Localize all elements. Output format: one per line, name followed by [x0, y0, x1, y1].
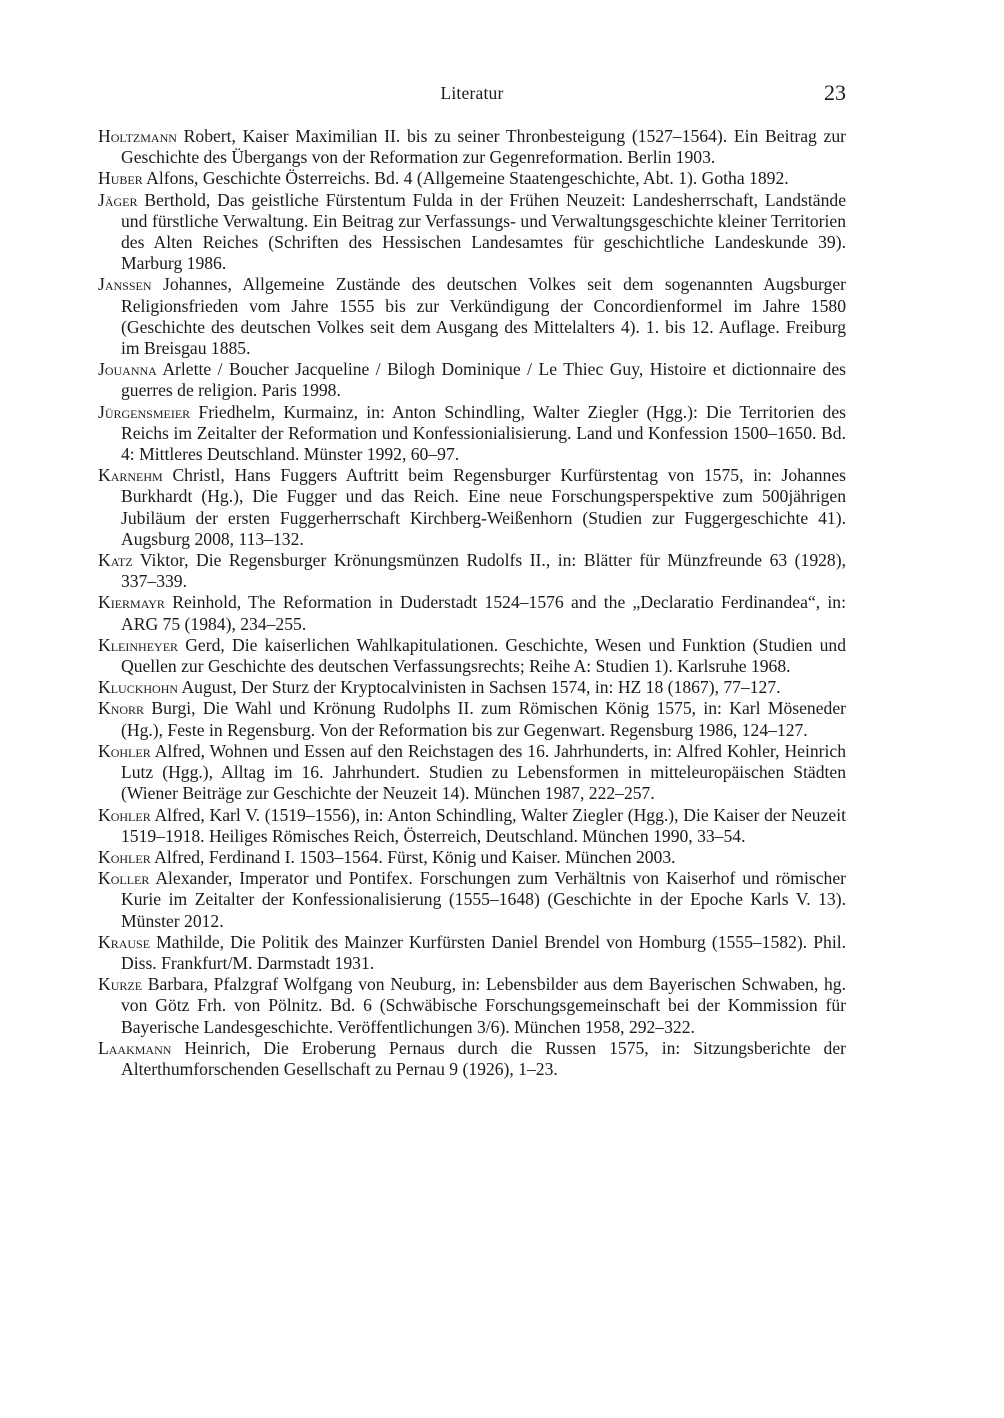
bibliography-entry — [98, 359, 846, 401]
entry-author: Karnehm — [98, 465, 163, 486]
entry-text: Arlette / Boucher Jacqueline / Bilogh Dominique / Le Thiec Guy, Histoire et dictionnaire des guerres de religion. Paris 1998. — [121, 359, 846, 401]
entry-text: Berthold, Das geistliche Fürstentum Fulda in der Frühen Neuzeit: Landesherrschaft, Landstände und fürstliche Verwaltung. Ein Beitrag zur Verfassungs- und Verwaltungsgeschichte kleiner Territorien des Alten Reiches (Schriften des Hessischen Landesamtes für geschichtliche Landeskunde 39). Marburg 1986. — [121, 189, 846, 274]
bibliography-entry — [98, 974, 846, 1038]
bibliography-entry — [98, 805, 846, 847]
entry-author: Kleinheyer — [98, 634, 179, 655]
entry-text: Heinrich, Die Eroberung Pernaus durch die Russen 1575, in: Sitzungsberichte der Alterthumforschenden Gesellschaft zu Pernau 9 (1926), 1–23. — [121, 1037, 846, 1079]
entry-text: Alfred, Wohnen und Essen auf den Reichstagen des 16. Jahrhunderts, in: Alfred Kohler, Heinrich Lutz (Hgg.), Alltag im 16. Jahrhundert. Studien zu Lebensformen in mitteleuropäischen Städten (Wiener Beiträge zur Geschichte der Neuzeit 14). München 1987, 222–257. — [121, 740, 846, 804]
entry-text: Alfred, Karl V. (1519–1556), in: Anton Schindling, Walter Ziegler (Hgg.), Die Kaiser der Neuzeit 1519–1918. Heiliges Römisches Reich, Österreich, Deutschland. München 1990, 33–54. — [121, 804, 846, 846]
bibliography-entry — [98, 698, 846, 740]
entry-author: Kurze — [98, 974, 143, 995]
entry-author: Katz — [98, 550, 133, 571]
entry-author: Kluckhohn — [98, 677, 179, 698]
entry-text: Barbara, Pfalzgraf Wolfgang von Neuburg, in: Lebensbilder aus dem Bayerischen Schwaben, hg. von Götz Frh. von Pölnitz. Bd. 6 (Schwäbische Forschungsgemeinschaft bei der Kommission für Bayerische Landesgeschichte. Veröffentlichungen 3/6). München 1958, 292–322. — [121, 974, 846, 1037]
bibliography-entry — [98, 635, 846, 677]
entry-text: Friedhelm, Kurmainz, in: Anton Schindling, Walter Ziegler (Hgg.): Die Territorien des Reichs im Zeitalter der Reformation und Konfessionialisierung. Land und Konfession 1500–1650. Bd. 4: Mittleres Deutschland. Münster 1992, 60–97. — [121, 401, 846, 465]
entry-text: Alfred, Ferdinand I. 1503–1564. Fürst, König und Kaiser. München 2003. — [150, 846, 676, 867]
bibliography-entry — [98, 465, 846, 550]
entry-text: Mathilde, Die Politik des Mainzer Kurfürsten Daniel Brendel von Homburg (1555–1582). Phil. Diss. Frankfurt/M. Darmstadt 1931. — [121, 931, 846, 973]
bibliography-entry — [98, 677, 846, 698]
bibliography-entry — [98, 741, 846, 805]
entry-text: Gerd, Die kaiserlichen Wahlkapitulationen. Geschichte, Wesen und Funktion (Studien und Quellen zur Geschichte des deutschen Verfassungsrechts; Reihe A: Studien 1). Karlsruhe 1968. — [121, 634, 846, 677]
entry-author: Koller — [98, 868, 150, 889]
entry-author: Holtzmann — [98, 126, 177, 146]
bibliography-entry — [98, 1038, 846, 1080]
bibliography-entry — [98, 168, 846, 189]
entry-author: Jürgensmeier — [98, 401, 191, 422]
bibliography-entry — [98, 190, 846, 275]
bibliography-entry — [98, 274, 846, 359]
bibliography-entry — [98, 592, 846, 634]
bibliography-entry — [98, 126, 846, 168]
bibliography-entry — [98, 868, 846, 932]
bibliography-entry — [98, 550, 846, 592]
entry-author: Kohler — [98, 846, 151, 867]
bibliography-entry — [98, 847, 846, 868]
entry-text: Alfons, Geschichte Österreichs. Bd. 4 (Allgemeine Staatengeschichte, Abt. 1). Gotha 1892. — [142, 168, 789, 189]
entry-author: Krause — [98, 931, 151, 952]
bibliography-entry — [98, 932, 846, 974]
entry-text: Johannes, Allgemeine Zustände des deutschen Volkes seit dem sogenannten Augsburger Religionsfrieden vom Jahre 1555 bis zur Verkündigung der Concordienformel im Jahre 1580 (Geschichte des deutschen Volkes seit dem Ausgang des Mittelalters 4). 1. bis 12. Auflage. Freiburg im Breisgau 1885. — [121, 274, 846, 359]
entry-author: Janssen — [98, 274, 152, 295]
entry-text: Christl, Hans Fuggers Auftritt beim Regensburger Kurfürstentag von 1575, in: Johannes Burkhardt (Hg.), Die Fugger und das Reich. Eine neue Forschungsperspektive zum 500jährigen Jubiläum der ersten Fuggerherrschaft Kirchberg-Weißenhorn (Studien zur Fuggergeschichte 41). Augsburg 2008, 113–132. — [121, 465, 846, 549]
running-head — [98, 80, 846, 108]
entry-author: Jäger — [98, 189, 138, 210]
entry-text: Alexander, Imperator und Pontifex. Forschungen zum Verhältnis von Kaiserhof und römischer Kurie im Zeitalter der Konfessionalisierung (1555–1648) (Geschichte in der Epoche Karls V. 13). Münster 2012. — [121, 868, 846, 931]
entry-author: Kiermayr — [98, 592, 165, 613]
entry-text: Reinhold, The Reformation in Duderstadt 1524–1576 and the „Declaratio Ferdinandea“, in: ARG 75 (1984), 234–255. — [121, 592, 846, 634]
entry-author: Kohler — [98, 804, 151, 825]
entry-text: August, Der Sturz der Kryptocalvinisten in Sachsen 1574, in: HZ 18 (1867), 77–127. — [178, 677, 781, 698]
entry-text: Viktor, Die Regensburger Krönungsmünzen Rudolfs II., in: Blätter für Münzfreunde 63 (1928), 337–339. — [121, 550, 846, 592]
entry-text: Robert, Kaiser Maximilian II. bis zu seiner Thronbesteigung (1527–1564). Ein Beitrag zur Geschichte des Übergangs von der Reformation zur Gegenreformation. Berlin 1903. — [121, 126, 846, 168]
page-number: 23 — [824, 80, 846, 105]
entry-author: Jouanna — [98, 359, 157, 380]
entry-author: Knorr — [98, 698, 145, 719]
entry-author: Huber — [98, 168, 143, 189]
entry-text: Burgi, Die Wahl und Krönung Rudolphs II. zum Römischen König 1575, in: Karl Möseneder (Hg.), Feste in Regensburg. Von der Reformation bis zur Gegenwart. Regensburg 1986, 124–127. — [121, 698, 846, 740]
bibliography-entry — [98, 402, 846, 466]
bibliography-list — [98, 126, 846, 1080]
running-title: Literatur — [440, 83, 504, 103]
entry-author: Laakmann — [98, 1037, 172, 1058]
entry-author: Kohler — [98, 740, 151, 761]
